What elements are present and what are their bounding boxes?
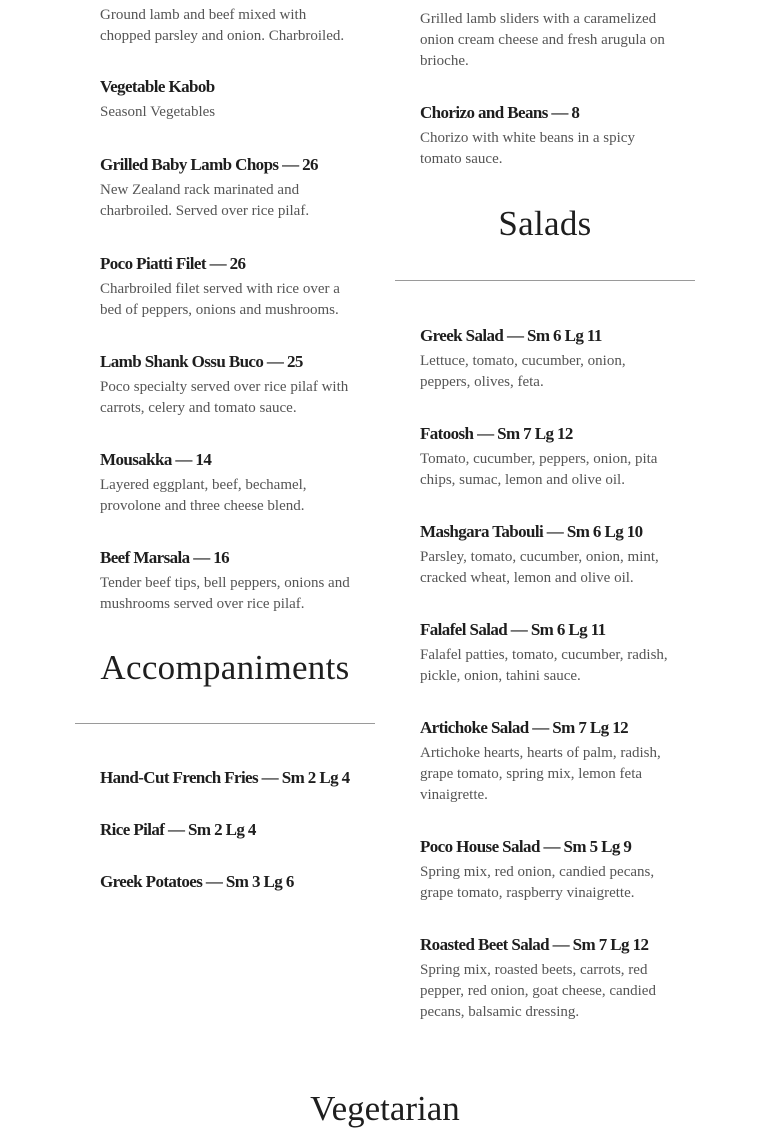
item-name: Greek Potatoes — Sm 3 Lg 6: [100, 872, 294, 891]
item-name: Lamb Shank Ossu Buco — 25: [100, 352, 303, 371]
section-divider: [395, 280, 695, 281]
item-description: Charbroiled filet served with rice over a bed of peppers, onions and mushrooms.: [100, 281, 340, 318]
item-description: Grilled lamb sliders with a caramelized onion cream cheese and fresh arugula on brioche.: [420, 11, 665, 69]
menu-item: [100, 767, 350, 789]
menu-item: [100, 351, 350, 419]
item-description: Poco specialty served over rice pilaf with carrots, celery and tomato sauce.: [100, 379, 349, 416]
item-name: Roasted Beet Salad — Sm 7 Lg 12: [420, 935, 649, 954]
section-title-accompaniments: Accompaniments: [100, 648, 350, 687]
menu-item: [100, 547, 350, 615]
item-name: Fatoosh — Sm 7 Lg 12: [420, 424, 573, 443]
item-name: Beef Marsala — 16: [100, 548, 230, 567]
right-column: [395, 0, 695, 1023]
item-name: Greek Salad — Sm 6 Lg 11: [420, 326, 602, 345]
menu-item: [420, 934, 670, 1023]
menu-item: [420, 102, 670, 170]
item-description: Lettuce, tomato, cucumber, onion, peppers, olives, feta.: [420, 353, 626, 390]
menu-item: [420, 836, 670, 904]
item-name: Mousakka — 14: [100, 450, 212, 469]
item-name: Poco House Salad — Sm 5 Lg 9: [420, 837, 632, 856]
left-column: [75, 0, 375, 893]
menu-item: [100, 154, 350, 222]
item-description: Ground lamb and beef mixed with chopped parsley and onion. Charbroiled.: [100, 7, 345, 44]
menu-item: [420, 717, 670, 806]
item-name: Rice Pilaf — Sm 2 Lg 4: [100, 820, 256, 839]
item-description: Spring mix, roasted beets, carrots, red pepper, red onion, goat cheese, candied pecans, balsamic dressing.: [420, 962, 656, 1020]
item-name: Chorizo and Beans — 8: [420, 103, 580, 122]
menu-item: [100, 871, 350, 893]
item-description: Falafel patties, tomato, cucumber, radish, pickle, onion, tahini sauce.: [420, 647, 668, 684]
item-description: Layered eggplant, beef, bechamel, provolone and three cheese blend.: [100, 477, 307, 514]
item-name: Grilled Baby Lamb Chops — 26: [100, 155, 318, 174]
section-divider: [75, 723, 375, 724]
item-description: Artichoke hearts, hearts of palm, radish, grape tomato, spring mix, lemon feta vinaigrette.: [420, 745, 661, 803]
item-name: Mashgara Tabouli — Sm 6 Lg 10: [420, 522, 643, 541]
menu-item: [420, 423, 670, 491]
item-name: Falafel Salad — Sm 6 Lg 11: [420, 620, 606, 639]
item-name: Artichoke Salad — Sm 7 Lg 12: [420, 718, 628, 737]
section-title-salads: Salads: [498, 204, 592, 243]
menu-item: [100, 253, 350, 321]
item-description: New Zealand rack marinated and charbroiled. Served over rice pilaf.: [100, 182, 310, 219]
item-name: Vegetable Kabob: [100, 77, 215, 96]
item-description: Seasonl Vegetables: [100, 104, 216, 120]
item-description: Tender beef tips, bell peppers, onions and mushrooms served over rice pilaf.: [100, 575, 350, 612]
item-description: Spring mix, red onion, candied pecans, grape tomato, raspberry vinaigrette.: [420, 864, 655, 901]
item-name: Hand-Cut French Fries — Sm 2 Lg 4: [100, 768, 350, 787]
item-description: Tomato, cucumber, peppers, onion, pita chips, sumac, lemon and olive oil.: [420, 451, 658, 488]
menu-item: [420, 325, 670, 393]
menu-item: [100, 5, 350, 47]
menu-item: [100, 76, 350, 123]
menu-item: [420, 9, 670, 72]
item-name: Poco Piatti Filet — 26: [100, 254, 246, 273]
menu-item: [420, 619, 670, 687]
menu-item: [100, 819, 350, 841]
menu-item: [420, 521, 670, 589]
menu-item: [100, 449, 350, 517]
section-title-vegetarian: Vegetarian: [310, 1089, 460, 1128]
item-description: Chorizo with white beans in a spicy tomato sauce.: [420, 130, 635, 167]
item-description: Parsley, tomato, cucumber, onion, mint, cracked wheat, lemon and olive oil.: [420, 549, 659, 586]
